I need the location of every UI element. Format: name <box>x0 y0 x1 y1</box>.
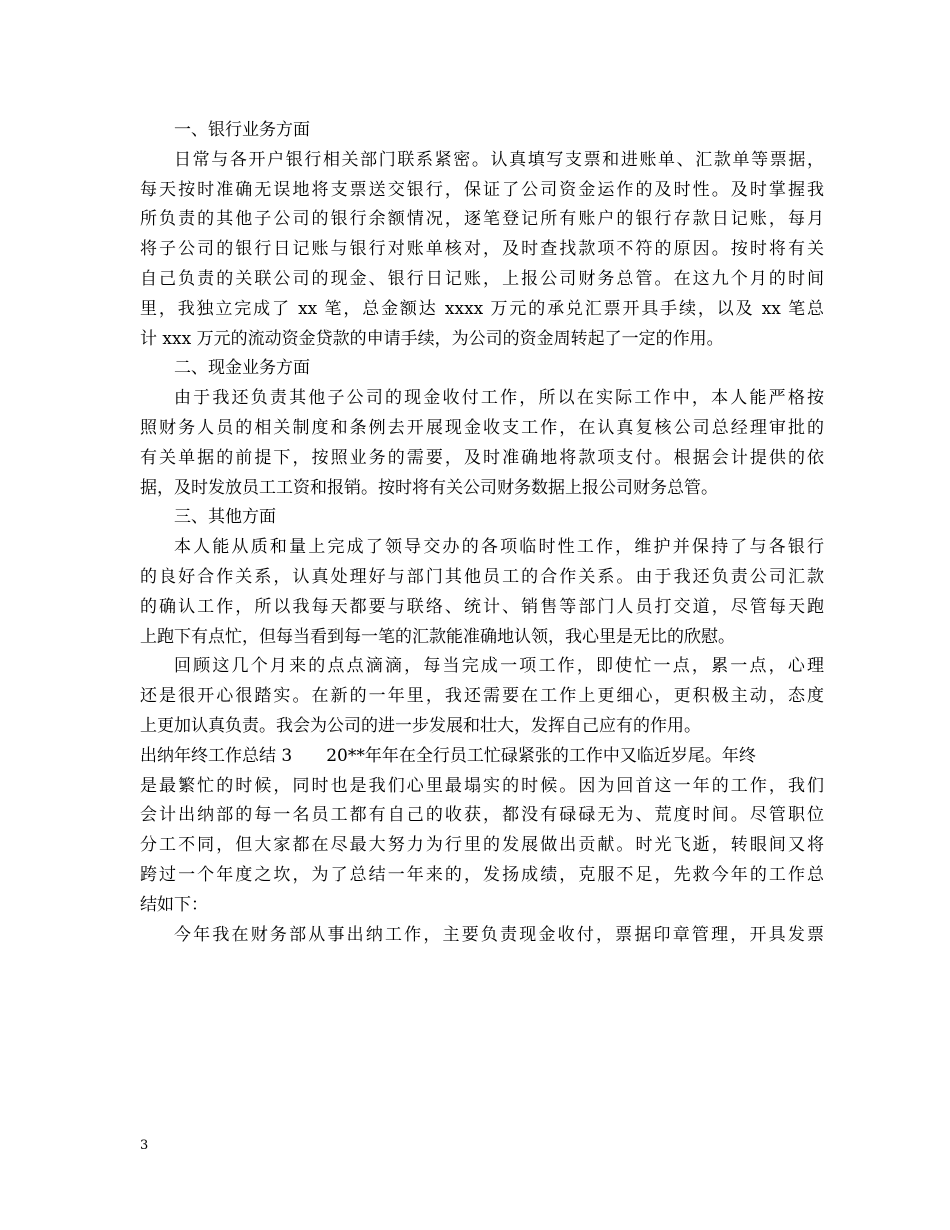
paragraph-line: 回顾这几个月来的点点滴滴，每当完成一项工作，即使忙一点，累一点，心理 <box>174 656 824 677</box>
paragraph-line: 日常与各开户银行相关部门联系紧密。认真填写支票和进账单、汇款单等票据， <box>174 149 824 170</box>
paragraph-line: 照财务人员的相关制度和条例去开展现金收支工作，在认真复核公司总经理审批的 <box>140 417 824 438</box>
paragraph-line: 是最繁忙的时候，同时也是我们心里最塌实的时候。因为回首这一年的工作，我们 <box>140 775 824 796</box>
section-heading: 三、其他方面 <box>174 507 276 528</box>
section-heading: 二、现金业务方面 <box>174 358 310 379</box>
paragraph-line: 将子公司的银行日记账与银行对账单核对，及时查找款项不符的原因。按时将有关 <box>140 239 824 260</box>
paragraph-line: 本人能从质和量上完成了领导交办的各项临时性工作，维护并保持了与各银行 <box>174 537 824 558</box>
next-summary-title: 出纳年终工作总结 3 <box>140 745 293 766</box>
paragraph-line: 会计出纳部的每一名员工都有自己的收获，都没有碌碌无为、荒度时间。尽管职位 <box>140 805 824 826</box>
paragraph-line: 自己负责的关联公司的现金、银行日记账，上报公司财务总管。在这九个月的时间 <box>140 268 824 289</box>
paragraph-line: 据，及时发放员工工资和报销。按时将有关公司财务数据上报公司财务总管。 <box>140 477 718 498</box>
section-heading: 一、银行业务方面 <box>174 120 310 140</box>
paragraph-line: 的良好合作关系，认真处理好与部门其他员工的合作关系。由于我还负责公司汇款 <box>140 566 824 587</box>
paragraph-line: 每天按时准确无误地将支票送交银行，保证了公司资金运作的及时性。及时掌握我 <box>140 179 824 200</box>
paragraph-line: 由于我还负责其他子公司的现金收付工作，所以在实际工作中，本人能严格按 <box>174 388 824 409</box>
paragraph-line: 计 xxx 万元的流动资金贷款的申请手续，为公司的资金周转起了一定的作用。 <box>140 328 724 349</box>
next-summary-opening: 20**年年在全行员工忙碌紧张的工作中又临近岁尾。年终 <box>326 745 756 766</box>
paragraph-line: 所负责的其他子公司的银行余额情况，逐笔登记所有账户的银行存款日记账，每月 <box>140 209 824 230</box>
document-body <box>140 116 824 950</box>
paragraph-line: 还是很开心很踏实。在新的一年里，我还需要在工作上更细心，更积极主动，态度 <box>140 686 824 707</box>
paragraph-line: 上更加认真负责。我会为公司的进一步发展和壮大，发挥自己应有的作用。 <box>140 715 701 736</box>
paragraph-line: 今年我在财务部从事出纳工作，主要负责现金收付，票据印章管理，开具发票 <box>174 924 824 945</box>
paragraph-line: 的确认工作，所以我每天都要与联络、统计、销售等部门人员打交道，尽管每天跑 <box>140 596 824 617</box>
paragraph-line: 分工不同，但大家都在尽最大努力为行里的发展做出贡献。时光飞逝，转眼间又将 <box>140 835 824 856</box>
paragraph-line: 有关单据的前提下，按照业务的需要，及时准确地将款项支付。根据会计提供的依 <box>140 447 824 468</box>
paragraph-line: 结如下： <box>140 894 208 915</box>
paragraph-line: 跨过一个年度之坎，为了总结一年来的，发扬成绩，克服不足，先救今年的工作总 <box>140 864 824 885</box>
paragraph-line: 里，我独立完成了 xx 笔，总金额达 xxxx 万元的承兑汇票开具手续，以及 xx 笔总 <box>140 298 824 319</box>
paragraph-line: 上跑下有点忙，但每当看到每一笔的汇款能准确地认领，我心里是无比的欣慰。 <box>140 626 735 647</box>
page-number: 3 <box>140 1138 149 1153</box>
next-summary-first-line <box>140 742 824 772</box>
